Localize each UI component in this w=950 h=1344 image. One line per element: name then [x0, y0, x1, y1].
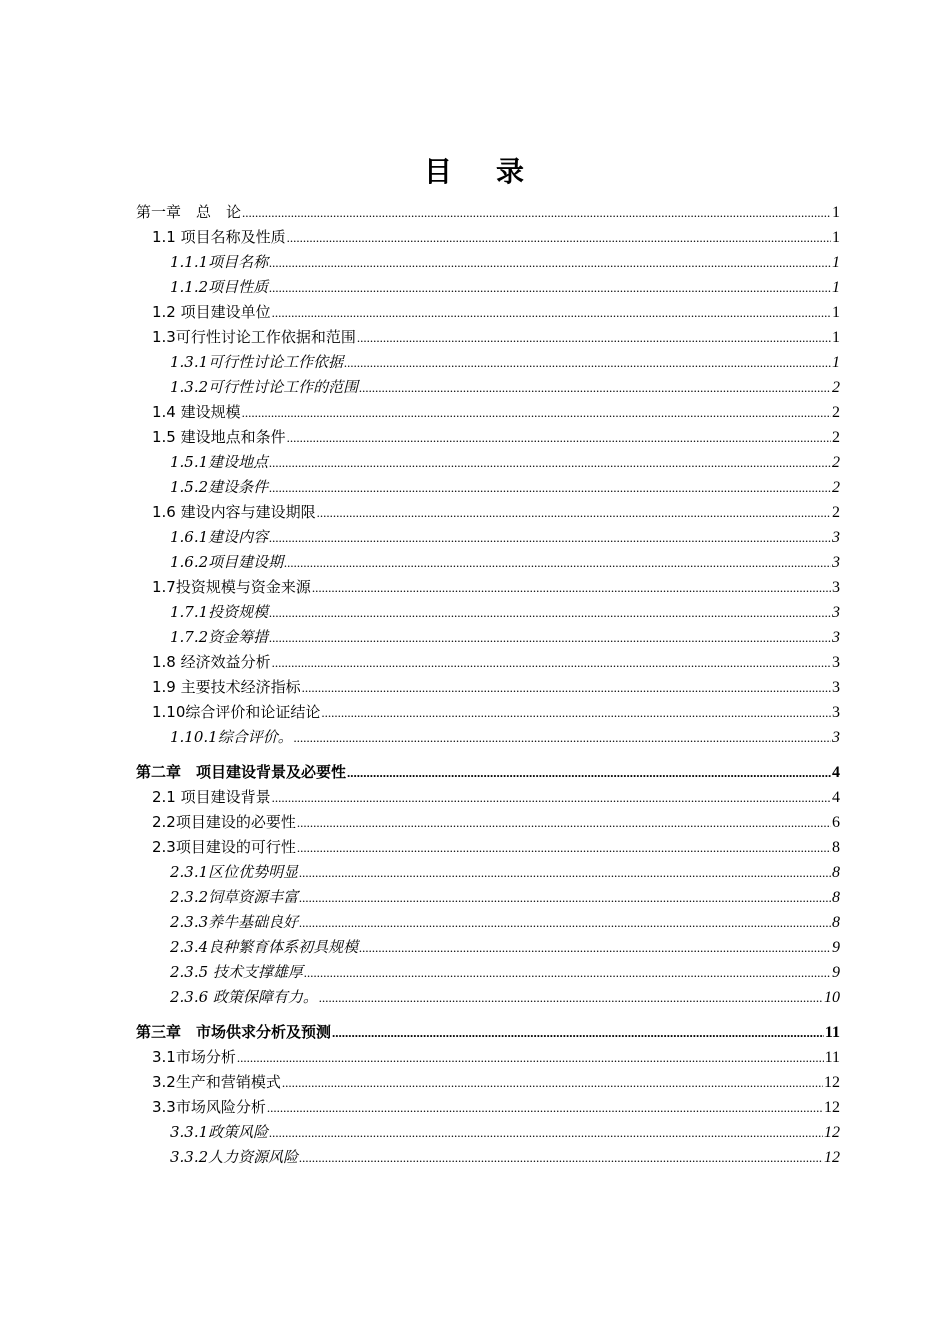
toc-entry-label: 2.3.1区位优势明显 [170, 863, 299, 881]
toc-page-number: 2 [832, 479, 840, 496]
toc-entry-label: 1.7投资规模与资金来源 [152, 578, 311, 596]
toc-page-number: 11 [824, 1049, 840, 1066]
toc-subsection-entry[interactable] [136, 725, 840, 750]
table-of-contents [136, 200, 840, 1170]
toc-section-entry[interactable] [136, 300, 840, 325]
toc-dot-leader [344, 350, 831, 375]
toc-entry-label: 第三章 市场供求分析及预测 [136, 1023, 332, 1041]
toc-entry-label: 1.6.1建设内容 [170, 528, 269, 546]
toc-page-number: 2 [832, 379, 840, 396]
toc-entry-label: 1.10.1综合评价。 [170, 728, 293, 746]
toc-dot-leader [242, 400, 831, 425]
toc-entry-label: 3.3市场风险分析 [152, 1098, 266, 1116]
toc-dot-leader [332, 1020, 824, 1045]
toc-subsection-entry[interactable] [136, 275, 840, 300]
toc-page-number: 4 [832, 789, 840, 806]
toc-dot-leader [347, 760, 831, 785]
toc-dot-leader [297, 810, 831, 835]
toc-entry-label: 1.3.1可行性讨论工作依据 [170, 353, 344, 371]
toc-subsection-entry[interactable] [136, 910, 840, 935]
toc-page-number: 12 [824, 1149, 840, 1166]
toc-page-number: 3 [832, 629, 840, 646]
toc-subsection-entry[interactable] [136, 375, 840, 400]
toc-dot-leader [299, 885, 831, 910]
toc-section-entry[interactable] [136, 575, 840, 600]
toc-dot-leader [269, 450, 831, 475]
toc-section-entry[interactable] [136, 835, 840, 860]
toc-page-number: 2 [832, 429, 840, 446]
toc-dot-leader [269, 1120, 823, 1145]
toc-section-entry[interactable] [136, 675, 840, 700]
toc-dot-leader [282, 1070, 823, 1095]
toc-page-number: 1 [832, 304, 840, 321]
toc-dot-leader [237, 1045, 824, 1070]
toc-entry-label: 2.1 项目建设背景 [152, 788, 271, 806]
toc-page-number: 1 [832, 354, 840, 371]
toc-dot-leader [269, 475, 831, 500]
toc-entry-label: 1.7.1投资规模 [170, 603, 269, 621]
toc-page-number: 9 [832, 939, 840, 956]
toc-entry-label: 1.5.2建设条件 [170, 478, 269, 496]
toc-chapter-entry[interactable] [136, 1020, 840, 1045]
toc-dot-leader [272, 785, 831, 810]
toc-dot-leader [269, 525, 831, 550]
toc-entry-label: 1.8 经济效益分析 [152, 653, 271, 671]
toc-page-number: 3 [832, 554, 840, 571]
toc-page-number: 11 [824, 1024, 840, 1041]
toc-entry-label: 2.3.4良种繁育体系初具规模 [170, 938, 359, 956]
toc-dot-leader [299, 1145, 823, 1170]
toc-page-number: 12 [824, 1124, 840, 1141]
toc-page-number: 3 [832, 654, 840, 671]
toc-page-number: 8 [832, 839, 840, 856]
toc-subsection-entry[interactable] [136, 1120, 840, 1145]
toc-entry-label: 3.3.2人力资源风险 [170, 1148, 299, 1166]
toc-page-number: 12 [824, 1099, 840, 1116]
toc-entry-label: 3.2生产和营销模式 [152, 1073, 281, 1091]
toc-dot-leader [272, 300, 831, 325]
toc-section-entry[interactable] [136, 425, 840, 450]
toc-section-entry[interactable] [136, 810, 840, 835]
toc-subsection-entry[interactable] [136, 860, 840, 885]
toc-entry-label: 1.1.1项目名称 [170, 253, 269, 271]
toc-dot-leader [299, 910, 831, 935]
toc-section-entry[interactable] [136, 325, 840, 350]
toc-entry-label: 第二章 项目建设背景及必要性 [136, 763, 347, 781]
toc-page-number: 3 [832, 579, 840, 596]
toc-entry-label: 1.3.2可行性讨论工作的范围 [170, 378, 359, 396]
toc-entry-label: 1.3可行性讨论工作依据和范围 [152, 328, 356, 346]
toc-entry-label: 1.10综合评价和论证结论 [152, 703, 321, 721]
toc-dot-leader [269, 275, 831, 300]
chapter-spacer [136, 750, 840, 760]
toc-page-number: 8 [832, 914, 840, 931]
toc-subsection-entry[interactable] [136, 960, 840, 985]
toc-page-number: 3 [832, 704, 840, 721]
toc-title [0, 150, 950, 190]
toc-subsection-entry[interactable] [136, 525, 840, 550]
toc-entry-label: 3.1市场分析 [152, 1048, 236, 1066]
toc-page-number: 2 [832, 404, 840, 421]
toc-page-number: 3 [832, 529, 840, 546]
toc-dot-leader [287, 225, 831, 250]
toc-page-number: 3 [832, 729, 840, 746]
toc-dot-leader [269, 600, 831, 625]
toc-page-number: 1 [832, 229, 840, 246]
toc-page-number: 8 [832, 864, 840, 881]
toc-entry-label: 1.1 项目名称及性质 [152, 228, 286, 246]
toc-page-number: 1 [832, 329, 840, 346]
toc-page-number: 1 [832, 204, 840, 221]
toc-page-number: 1 [832, 279, 840, 296]
toc-subsection-entry[interactable] [136, 350, 840, 375]
toc-page-number: 3 [832, 679, 840, 696]
toc-section-entry[interactable] [136, 1045, 840, 1070]
toc-section-entry[interactable] [136, 225, 840, 250]
toc-subsection-entry[interactable] [136, 550, 840, 575]
toc-section-entry[interactable] [136, 500, 840, 525]
toc-entry-label: 1.2 项目建设单位 [152, 303, 271, 321]
toc-page-number: 2 [832, 454, 840, 471]
toc-entry-label: 2.3项目建设的可行性 [152, 838, 296, 856]
toc-subsection-entry[interactable] [136, 1145, 840, 1170]
toc-dot-leader [299, 860, 831, 885]
toc-title-char-2: 录 [496, 155, 527, 188]
toc-dot-leader [269, 250, 831, 275]
toc-section-entry[interactable] [136, 1070, 840, 1095]
toc-dot-leader [317, 500, 831, 525]
toc-dot-leader [319, 985, 823, 1010]
chapter-spacer [136, 1010, 840, 1020]
toc-entry-label: 2.3.2饲草资源丰富 [170, 888, 299, 906]
toc-entry-label: 2.3.5 技术支撑雄厚 [170, 963, 303, 981]
toc-page-number: 6 [832, 814, 840, 831]
toc-entry-label: 1.9 主要技术经济指标 [152, 678, 301, 696]
toc-section-entry[interactable] [136, 700, 840, 725]
toc-dot-leader [242, 200, 831, 225]
toc-entry-label: 第一章 总 论 [136, 203, 242, 221]
toc-dot-leader [267, 1095, 823, 1120]
toc-dot-leader [269, 625, 831, 650]
toc-dot-leader [357, 325, 831, 350]
toc-section-entry[interactable] [136, 400, 840, 425]
toc-subsection-entry[interactable] [136, 985, 840, 1010]
toc-entry-label: 1.7.2资金筹措 [170, 628, 269, 646]
toc-entry-label: 1.6.2项目建设期 [170, 553, 284, 571]
toc-entry-label: 1.4 建设规模 [152, 403, 241, 421]
toc-entry-label: 3.3.1政策风险 [170, 1123, 269, 1141]
toc-subsection-entry[interactable] [136, 600, 840, 625]
toc-subsection-entry[interactable] [136, 475, 840, 500]
toc-dot-leader [297, 835, 831, 860]
toc-page-number: 8 [832, 889, 840, 906]
toc-page-number: 10 [824, 989, 840, 1006]
toc-dot-leader [284, 550, 831, 575]
toc-subsection-entry[interactable] [136, 250, 840, 275]
toc-dot-leader [304, 960, 831, 985]
toc-section-entry[interactable] [136, 785, 840, 810]
toc-entry-label: 1.5 建设地点和条件 [152, 428, 286, 446]
toc-page-number: 3 [832, 604, 840, 621]
toc-dot-leader [294, 725, 831, 750]
toc-subsection-entry[interactable] [136, 885, 840, 910]
toc-dot-leader [272, 650, 831, 675]
toc-title-char-1: 目 [423, 155, 454, 188]
toc-entry-label: 1.6 建设内容与建设期限 [152, 503, 316, 521]
toc-entry-label: 1.5.1建设地点 [170, 453, 269, 471]
toc-page-number: 1 [832, 254, 840, 271]
toc-dot-leader [287, 425, 831, 450]
toc-entry-label: 2.3.6 政策保障有力。 [170, 988, 318, 1006]
toc-subsection-entry[interactable] [136, 935, 840, 960]
toc-dot-leader [321, 700, 831, 725]
toc-entry-label: 2.2项目建设的必要性 [152, 813, 296, 831]
toc-dot-leader [359, 935, 831, 960]
toc-section-entry[interactable] [136, 650, 840, 675]
toc-entry-label: 2.3.3养牛基础良好 [170, 913, 299, 931]
toc-page-number: 12 [824, 1074, 840, 1091]
toc-page-number: 2 [832, 504, 840, 521]
toc-section-entry[interactable] [136, 1095, 840, 1120]
toc-chapter-entry[interactable] [136, 200, 840, 225]
toc-dot-leader [359, 375, 831, 400]
toc-page-number: 4 [832, 764, 840, 781]
toc-dot-leader [302, 675, 831, 700]
toc-page-number: 9 [832, 964, 840, 981]
toc-dot-leader [312, 575, 831, 600]
toc-subsection-entry[interactable] [136, 625, 840, 650]
toc-entry-label: 1.1.2项目性质 [170, 278, 269, 296]
toc-chapter-entry[interactable] [136, 760, 840, 785]
toc-subsection-entry[interactable] [136, 450, 840, 475]
